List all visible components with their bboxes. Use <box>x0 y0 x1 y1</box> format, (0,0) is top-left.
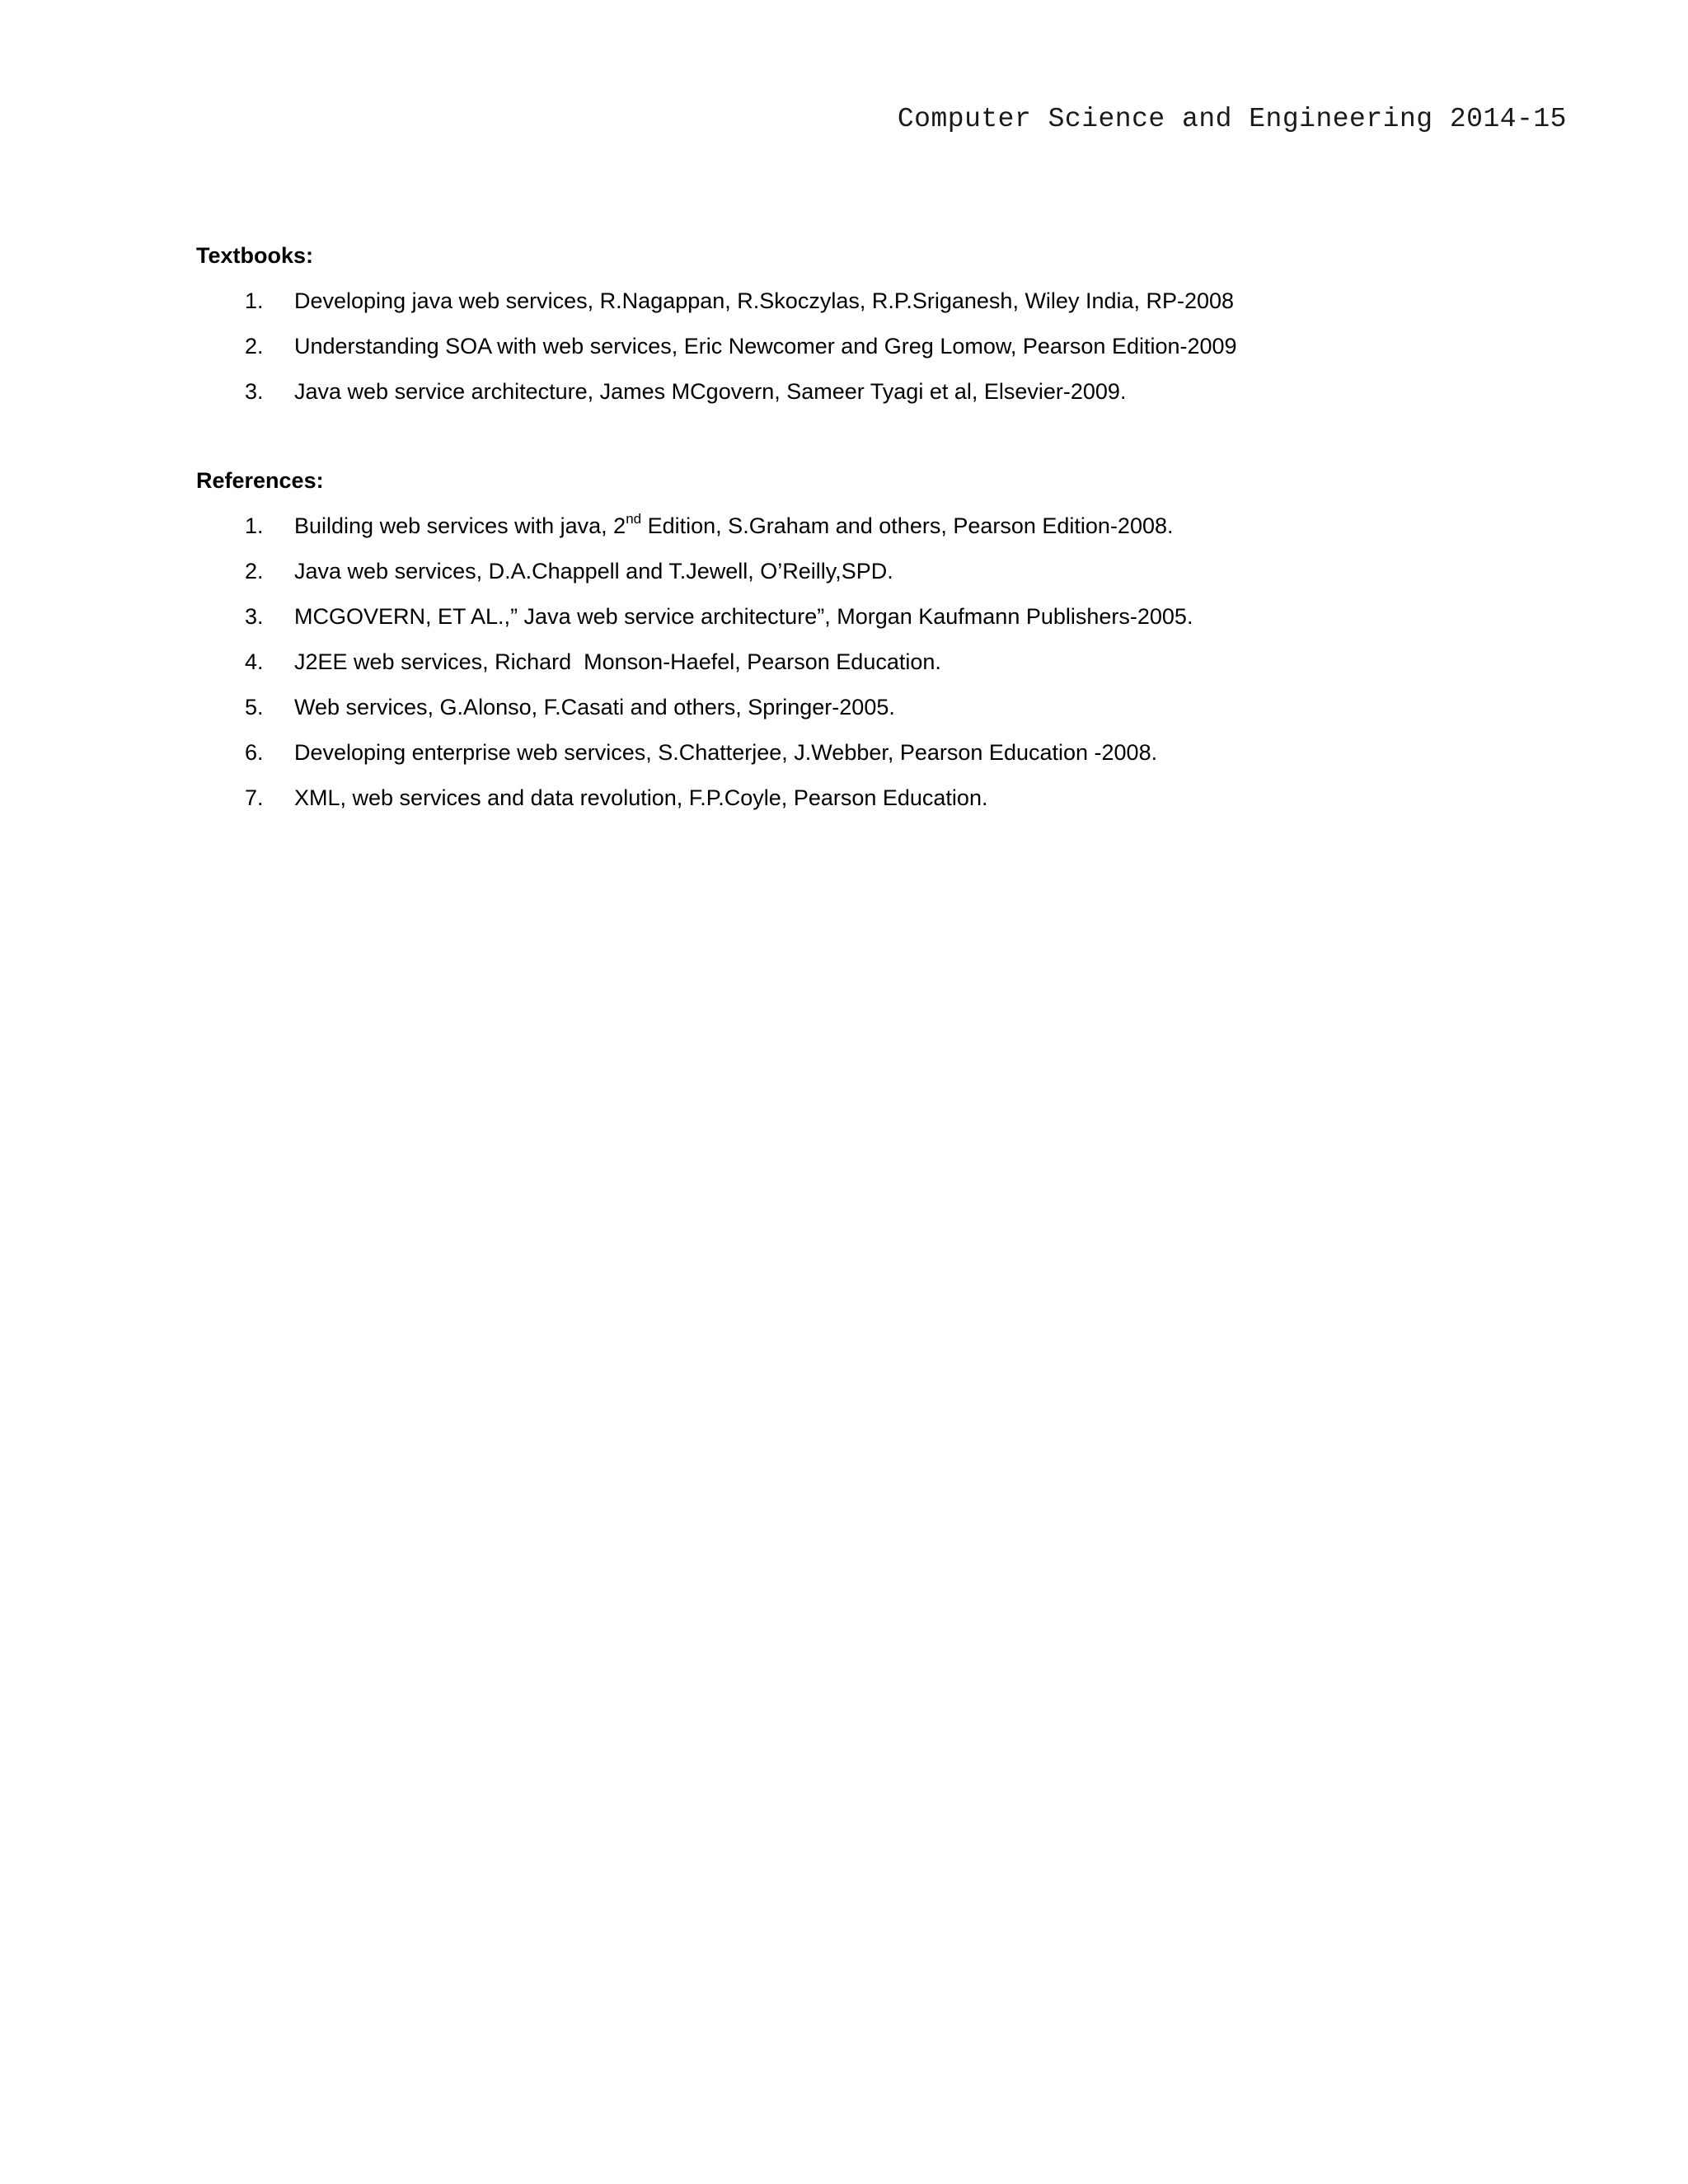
item-number: 3. <box>245 379 264 404</box>
list-item <box>196 692 1193 722</box>
references-list <box>196 511 1193 813</box>
textbooks-section <box>196 241 1237 422</box>
list-item <box>196 286 1237 316</box>
item-text: XML, web services and data revolution, F.P.Coyle, Pearson Education. <box>294 785 988 810</box>
references-section <box>196 466 1193 828</box>
list-item <box>196 556 1193 586</box>
page-header: Computer Science and Engineering 2014-15 <box>897 104 1567 134</box>
textbooks-list <box>196 286 1237 406</box>
item-number: 7. <box>245 785 264 810</box>
item-text: J2EE web services, Richard Monson-Haefel, Pearson Education. <box>294 649 941 674</box>
item-text: Developing java web services, R.Nagappan, R.Skoczylas, R.P.Sriganesh, Wiley India, RP-2008 <box>294 288 1235 313</box>
item-number: 2. <box>245 559 264 583</box>
item-text <box>294 511 1174 541</box>
item-number: 3. <box>245 604 264 629</box>
item-number: 1. <box>245 288 264 313</box>
item-number: 2. <box>245 334 264 359</box>
item-text-after: Edition, S.Graham and others, Pearson Edition-2008. <box>641 513 1174 538</box>
item-number: 5. <box>245 695 264 719</box>
list-item <box>196 738 1193 767</box>
item-text: Java web services, D.A.Chappell and T.Jewell, O’Reilly,SPD. <box>294 559 893 583</box>
references-heading: References: <box>196 468 324 493</box>
item-number: 1. <box>245 513 264 538</box>
item-text: MCGOVERN, ET AL.,” Java web service architecture”, Morgan Kaufmann Publishers-2005. <box>294 604 1193 629</box>
list-item <box>196 783 1193 813</box>
textbooks-heading: Textbooks: <box>196 243 314 268</box>
item-number: 4. <box>245 649 264 674</box>
list-item <box>196 602 1193 631</box>
superscript: nd <box>626 511 642 527</box>
item-text: Developing enterprise web services, S.Chatterjee, J.Webber, Pearson Education -2008. <box>294 740 1158 765</box>
list-item <box>196 377 1237 406</box>
list-item <box>196 511 1193 541</box>
item-number: 6. <box>245 740 264 765</box>
item-text: Understanding SOA with web services, Eric Newcomer and Greg Lomow, Pearson Edition-2009 <box>294 334 1237 359</box>
item-text: Web services, G.Alonso, F.Casati and others, Springer-2005. <box>294 695 895 719</box>
list-item <box>196 331 1237 361</box>
item-text-before: Building web services with java, 2 <box>294 513 626 538</box>
list-item <box>196 647 1193 677</box>
item-text: Java web service architecture, James MCgovern, Sameer Tyagi et al, Elsevier-2009. <box>294 379 1127 404</box>
